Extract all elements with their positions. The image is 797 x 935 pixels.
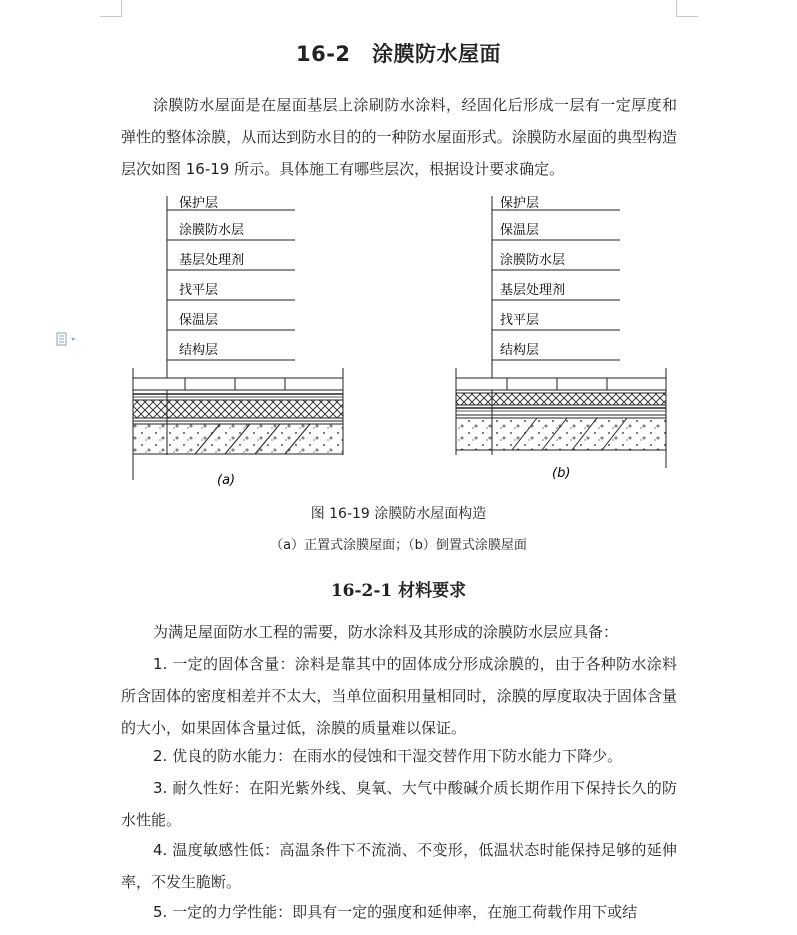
paragraph-handle-icon[interactable] [56, 331, 78, 345]
figure-label-a: (a) [217, 473, 236, 488]
layer-label: 找平层 [500, 313, 540, 328]
page-corner-mark-right-v [676, 0, 677, 16]
layer-label: 结构层 [500, 343, 540, 358]
layer-label: 保温层 [179, 313, 219, 328]
section-title: 16-2 涂膜防水屋面 [295, 42, 502, 66]
figure-subcaption: （a）正置式涂膜屋面；（b）倒置式涂膜屋面 [270, 538, 527, 553]
subsection-lead: 为满足屋面防水工程的需要，防水涂料及其形成的涂膜防水层应具备： [153, 623, 619, 641]
layer-label: 找平层 [179, 283, 219, 298]
layer-label: 涂膜防水层 [179, 223, 245, 238]
layer-label: 保温层 [500, 223, 540, 238]
page-corner-mark-left-h [100, 16, 122, 17]
layer-label: 基层处理剂 [179, 253, 245, 268]
figure-a [125, 190, 355, 494]
figure-label-b: (b) [552, 466, 571, 481]
requirement-item: 3. 耐久性好：在阳光紫外线、臭氧、大气中酸碱介质长期作用下保持长久的防水性能。 [121, 779, 677, 829]
requirement-item: 4. 温度敏感性低：高温条件下不流淌、不变形，低温状态时能保持足够的延伸率，不发生脆断。 [121, 841, 677, 891]
layer-label: 结构层 [179, 343, 219, 358]
subsection-title: 16-2-1 材料要求 [330, 581, 467, 601]
page-corner-mark-right-h [676, 16, 698, 17]
figure-b [452, 190, 682, 494]
layer-label: 保护层 [179, 196, 219, 211]
requirement-item: 1. 一定的固体含量：涂料是靠其中的固体成分形成涂膜的，由于各种防水涂料所含固体的密度相差并不太大，当单位面积用量相同时，涂膜的厚度取决于固体含量的大小，如果固体含量过低，涂膜的质量难以保证。 [121, 655, 677, 737]
requirement-item: 2. 优良的防水能力：在雨水的侵蚀和干湿交替作用下防水能力下降少。 [153, 747, 623, 765]
layer-label: 基层处理剂 [500, 283, 566, 298]
layer-label: 涂膜防水层 [500, 253, 566, 268]
intro-paragraph: 涂膜防水屋面是在屋面基层上涂刷防水涂料，经固化后形成一层有一定厚度和弹性的整体涂膜，从而达到防水目的的一种防水屋面形式。涂膜防水屋面的典型构造层次如图 16-19 所示。具体施工有哪些层次，根据设计要求确定。 [121, 96, 677, 178]
page-corner-mark-left-v [121, 0, 122, 16]
requirement-item: 5. 一定的力学性能：即具有一定的强度和延伸率，在施工荷载作用下或结 [153, 903, 638, 921]
layer-label: 保护层 [500, 196, 540, 211]
figure-caption: 图 16-19 涂膜防水屋面构造 [310, 506, 487, 522]
